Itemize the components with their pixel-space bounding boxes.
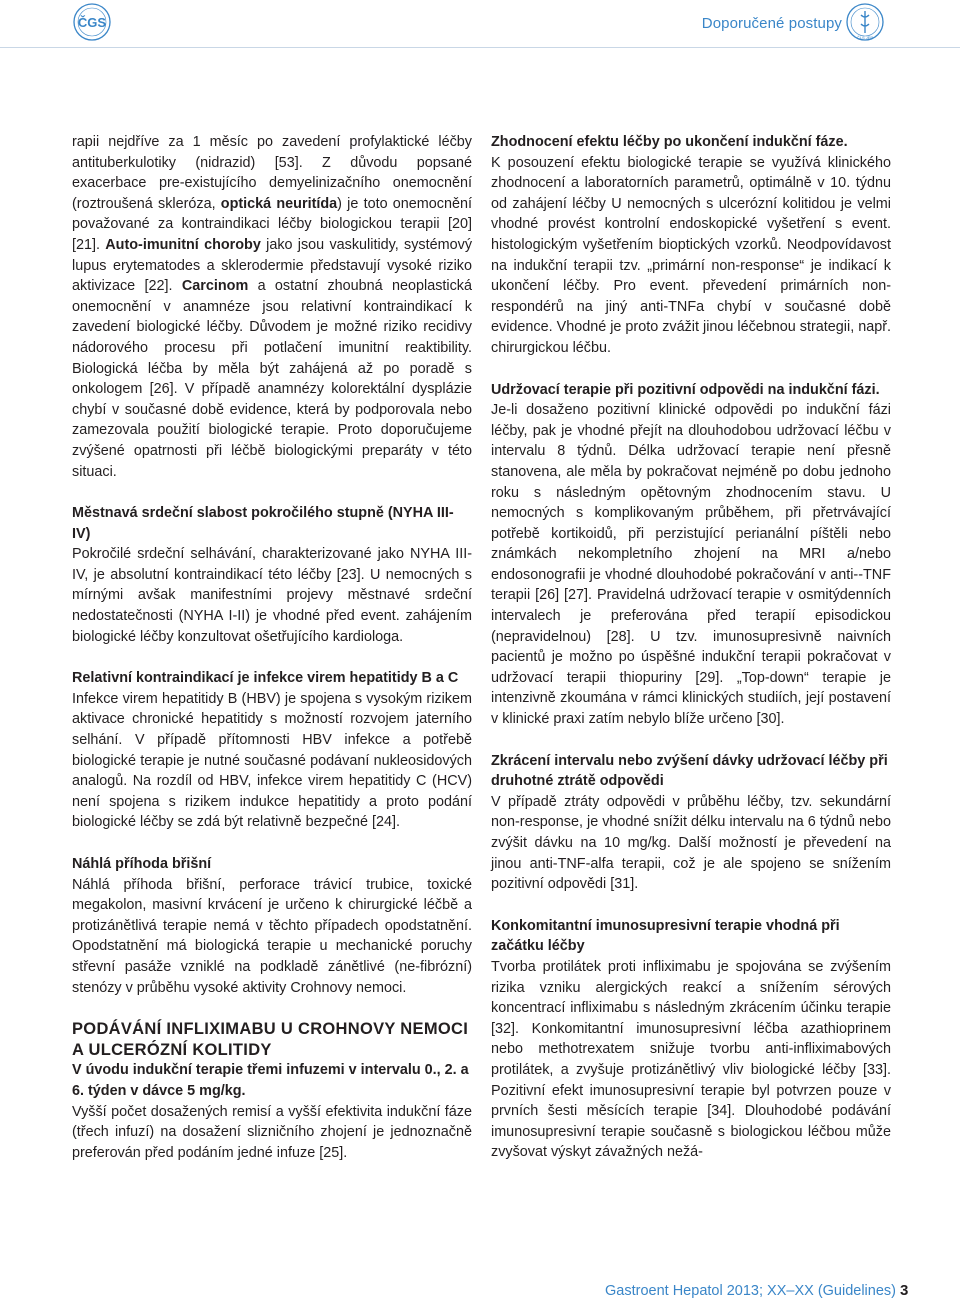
- heading-concomitant-immunosuppression: Konkomitantní imunosupresivní terapie vhodná při začátku léčby: [491, 917, 840, 955]
- journal-citation: Gastroent Hepatol 2013; XX–XX (Guidelines): [605, 1283, 896, 1299]
- cgs-logo-lettering: ČGS: [77, 15, 107, 30]
- heading-heart-failure: Městnavá srdeční slabost pokročilého stupně (NYHA III-IV): [72, 505, 454, 542]
- paragraph-interval-shortening: V případě ztráty odpovědi v průběhu léčby, tzv. sekundární non-response, je vhodné snížit délku intervalu na 6 týdnů nebo zvýšit dávku na 10 mg/kg. Další možností je převedení na jinou anti-TNF-alfa terapii, což je ale spojeno se snížením pozitivní odpovědi [31].: [491, 793, 892, 893]
- paragraph-efficacy-evaluation: K posouzení efektu biologické terapie se využívá klinického zhodnocení a laboratorních parametrů, optimálně v 10. týdnu od zahájení léčby U nemocných s ulcerózní kolitidou je velmi vhodné provést kontrolní endoskopické vyšetření s event. histologickým vyšetřením bioptických vzorků. Neodpovídavost na indukční terapii tzv. „primární non-response“ je indikací k ukončení léčby. Pro event. převedení primárních non-respondérů na jiný anti-TNFa chybí v současné době evidence. Vhodné je proto zvážit jinou léčebnou strategii, např. chirurgickou léčbu.: [491, 154, 891, 356]
- page-number: 3: [900, 1282, 909, 1299]
- page-category-title: Doporučené postupy: [701, 15, 842, 32]
- heading-efficacy-evaluation: Zhodnocení efektu léčby po ukončení indukční fáze.: [491, 134, 848, 150]
- paragraph-heart-failure: Pokročilé srdeční selhávání, charakterizované jako NYHA III-IV, je absolutní kontraindikací této léčby [23]. U nemocných s mírnými avšak manifestními projevy městnavé srdeční nedostatečnosti (NYHA I-II) je vhodné před event. zahájením biologické léčby konzultovat ošetřujícího kardiologa.: [72, 546, 472, 645]
- medical-logo-lettering: ČLS JEP: [856, 35, 874, 40]
- right-column: [491, 132, 891, 1163]
- paragraph-maintenance-therapy: Je-li dosaženo pozitivní klinické odpovědi po indukční fázi léčby, pak je vhodné přejít na dlouhodobou udržovací léčbu v intervalu 8 týdnů. Délka udržovací terapie není přesně stanovena, ale měla by pokračovat nejméně po dobu jednoho roku s následným opětovným zhodnocením stavu. U nemocných s komplikovaným průběhem, při přetrvávající potřebě kortikoidů, při perzistující perianální píštěli nebo známkách nekompletního zhojení na MRI a/nebo endosonografii je vhodné dlouhodobé pokračování v anti--TNF terapii [26] [27]. Pravidelná udržovací terapie v osmitýdenních intervalech je preferována před terapií episodickou (nepravidelnou) [28]. U tzv. imunosupresivně naivních pacientů je možno po úspěšné indukční terapii pokračovat v udržovací terapii thiopuriny [29]. „Top-down“ terapie je intenzivně zkoumána v rámci klinických studiích, její postavení v klinické praxi zatím nebylo blíže určeno [30].: [491, 402, 891, 728]
- heading-maintenance-therapy: Udržovací terapie při pozitivní odpovědi na indukční fázi.: [491, 381, 880, 398]
- section-title-infliximab: PODÁVÁNÍ INFLIXIMABU U CROHNOVY NEMOCI A ULCERÓZNÍ KOLITIDY: [72, 1020, 469, 1059]
- heading-induction-therapy: V úvodu indukční terapie třemi infuzemi v intervalu 0., 2. a 6. týden v dávce 5 mg/kg.: [72, 1062, 469, 1099]
- page-footer: [0, 1276, 960, 1306]
- paragraph-induction-therapy: Vyšší počet dosažených remisí a vyšší efektivita indukční fáze (třech infuzí) na dosažení slizničního zhojení je jednoznačně preferován před podáním jedné infuze [25].: [72, 1103, 472, 1161]
- left-column: [72, 132, 472, 1163]
- medical-society-logo: [842, 2, 888, 42]
- header-divider: [0, 47, 960, 48]
- cgs-society-logo: [70, 2, 114, 42]
- paragraph-hepatitis: Infekce virem hepatitidy B (HBV) je spojena s vysokým rizikem aktivace chronické hepatitidy s možností rozvojem jaterního selhání. V případě přítomnosti HBV infekce a potřebě biologické terapie je nutné současné podávaní nukleosidových analogů. Na rozdíl od HBV, infekce virem hepatitidy C (HCV) není spojena s rizikem indukce hepatitidy a proto podání biologické léčby se zdá být relativně bezpečné [24].: [72, 690, 472, 831]
- page-header: [0, 0, 960, 48]
- heading-hepatitis: Relativní kontraindikací je infekce virem hepatitidy B a C: [72, 670, 459, 687]
- paragraph-concomitant-immunosuppression: Tvorba protilátek proti infliximabu je spojována se zvýšením rizika vzniku alergických reakcí a snížením sérových koncentrací infliximabu s následným zkrácením účinku terapie [32]. Konkomitantní imunosupresivní léčba azathioprinem nebo methotrexatem snižuje tvorbu anti-infliximabových protilátek, a zvyšuje protizánětlivý vliv biologické léčby [33]. Pozitivní efekt imunosupresivní terapie byl potvrzen pouze v prvních šesti měsících terapie [34]. Dlouhodobé podávání imunosupresivní terapie současně s biologickou léčbou může zvyšovat výskyt závažných nežá-: [491, 958, 891, 1161]
- paragraph-contraindications: rapii nejdříve za 1 měsíc po zavedení profylaktické léčby antituberkulotiky (nidrazid) [53]. Z důvodu popsané exacerbace pre-existujícího demyelinizačního onemocnění (roztroušená skleróza, optická neuritída) je toto onemocnění považované za kontraindikaci léčby biologickou terapii [20] [21]. Auto-imunitní choroby jako jsou vaskulitidy, systémový lupus erytematodes a sklerodermie představují vysoké riziko aktivizace [22]. Carcinom a ostatní zhoubná neoplastická onemocnění v anamnéze jsou relativní kontraindikací k zavedení biologické léčby. Důvodem je možné riziko recidivy nádorového procesu při potlačení imunitní reaktibility. Biologická léčba by měla být zahájená až po poradě s onkologem [26]. V případě anamnézy kolorektální dysplázie chybí v současné době evidence, která by podporovala nebo zamezovala použití biologické terapie. Proto doporučujeme zvýšené opatrnosti při léčbě biologickými preparáty v této situaci.: [72, 134, 473, 480]
- paragraph-acute-abdomen: Náhlá příhoda břišní, perforace trávicí trubice, toxické megakolon, masivní krvácení je určeno k chirurgické léčbě a protizánětlivá terapie nemá v těchto případech opodstatnění. Opodstatnění má biologická terapie u mechanické poruchy střevní pasáže vzniklé na podkladě zánětlivé (ne-fibrózní) stenózy v průběhu vysoké aktivity Crohnovy nemoci.: [72, 876, 472, 996]
- heading-acute-abdomen: Náhlá příhoda břišní: [72, 856, 212, 872]
- heading-interval-shortening: Zkrácení intervalu nebo zvýšení dávky udržovací léčby při druhotné ztrátě odpovědi: [491, 752, 888, 790]
